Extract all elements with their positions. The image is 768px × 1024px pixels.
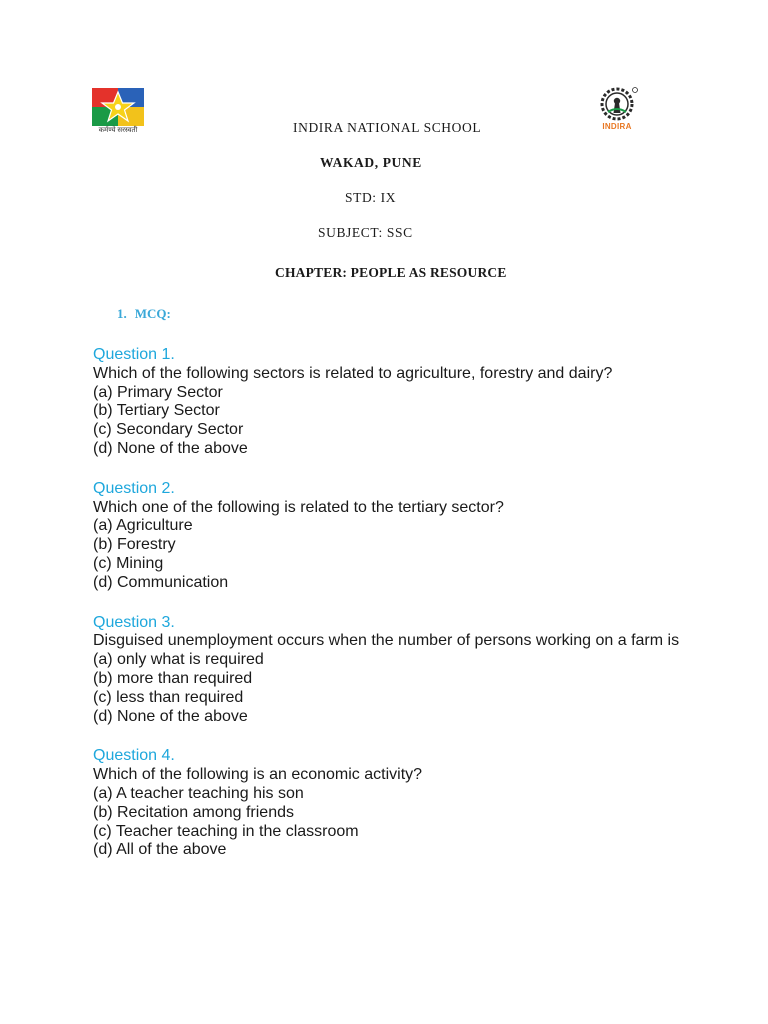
section-title: MCQ: — [134, 306, 171, 321]
answer-option: (c) Teacher teaching in the classroom — [93, 822, 359, 840]
section-number: 1. — [117, 306, 127, 321]
standard-label: STD: IX — [345, 190, 397, 205]
answer-option: (b) Forestry — [93, 536, 176, 554]
question-item — [93, 747, 693, 860]
answer-option: (c) less than required — [93, 688, 244, 706]
question-label: Question 1. — [93, 346, 175, 363]
answer-option: (a) Primary Sector — [93, 383, 223, 401]
answer-option: (b) Tertiary Sector — [93, 402, 220, 420]
logo-brand-text: INDIRA — [602, 122, 632, 131]
answer-option: (d) Communication — [93, 573, 229, 591]
gear-keyhole-logo-icon — [594, 86, 640, 122]
answer-option: (a) Agriculture — [93, 517, 193, 535]
school-location: WAKAD, PUNE — [320, 155, 422, 170]
question-item — [93, 346, 693, 459]
school-name: INDIRA NATIONAL SCHOOL — [293, 120, 482, 135]
chapter-title: CHAPTER: PEOPLE AS RESOURCE — [275, 265, 507, 280]
star-logo-icon — [92, 88, 144, 126]
answer-option: (d) All of the above — [93, 841, 227, 859]
question-text: Which of the following is an economic activity? — [93, 766, 423, 784]
indira-logo — [594, 86, 644, 134]
question-label: Question 2. — [93, 479, 175, 497]
question-text: Which one of the following is related to the tertiary sector? — [93, 498, 504, 516]
question-item — [93, 480, 693, 593]
answer-option: (b) Recitation among friends — [93, 803, 294, 821]
section-heading — [117, 306, 179, 322]
answer-option: (d) None of the above — [93, 707, 248, 725]
question-item — [93, 614, 693, 727]
subject-label: SUBJECT: SSC — [318, 225, 413, 240]
question-text: Disguised unemployment occurs when the number of persons working on a farm is — [93, 632, 680, 650]
answer-option: (a) only what is required — [93, 651, 264, 669]
question-label: Question 4. — [93, 747, 175, 765]
answer-option: (a) A teacher teaching his son — [93, 784, 304, 802]
question-text: Which of the following sectors is related to agriculture, forestry and dairy? — [93, 364, 613, 382]
answer-option: (c) Mining — [93, 554, 164, 572]
answer-option: (b) more than required — [93, 669, 253, 687]
school-logo-left — [92, 88, 144, 136]
question-list — [93, 346, 693, 881]
answer-option: (d) None of the above — [93, 439, 248, 457]
logo-tagline: कर्मण्ये सरस्वती — [98, 126, 138, 134]
answer-option: (c) Secondary Sector — [93, 421, 244, 439]
question-label: Question 3. — [93, 613, 175, 631]
